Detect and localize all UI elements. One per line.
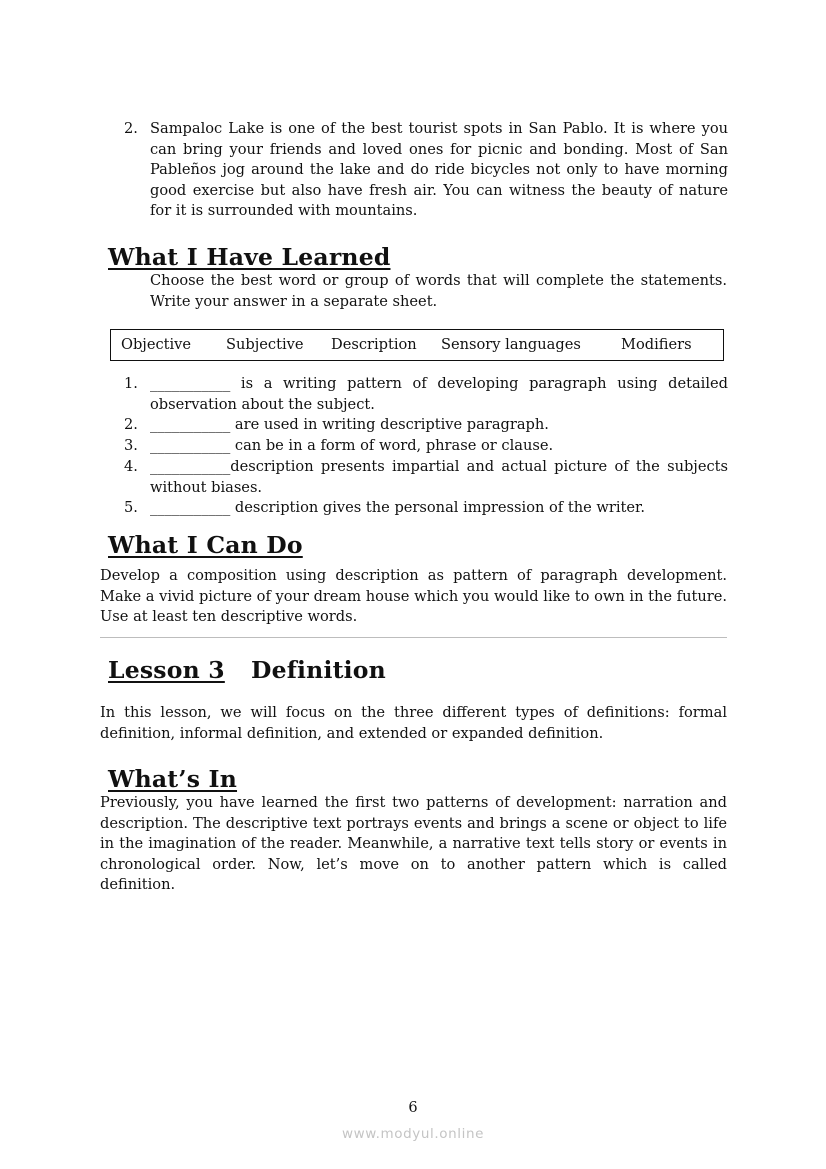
section-heading-what-i-can-do: What I Can Do xyxy=(108,531,303,559)
item-number: 3. xyxy=(124,437,138,454)
item-text: ___________ description gives the personal impression of the writer. xyxy=(150,499,646,516)
watermark: www.modyul.online xyxy=(341,1126,485,1142)
lesson-intro: In this lesson, we will focus on the three different types of definitions: formal definition, informal definition, and extended or expanded definition. xyxy=(100,704,727,742)
quiz-item xyxy=(124,498,728,519)
page-number: 6 xyxy=(408,1100,418,1116)
learned-instruction: Choose the best word or group of words that will complete the statements. Write your answer in a separate sheet. xyxy=(150,272,727,310)
word-bank-item: Description xyxy=(331,336,417,353)
word-bank-item: Objective xyxy=(121,336,192,353)
word-bank-item: Modifiers xyxy=(621,336,692,353)
quiz-item xyxy=(124,415,728,436)
section-heading-whats-in: What’s In xyxy=(108,765,238,793)
lesson-label: Lesson 3 xyxy=(108,656,225,684)
item-text: ___________ are used in writing descriptive paragraph. xyxy=(150,416,549,433)
section-divider xyxy=(100,637,727,638)
word-bank-item: Sensory languages xyxy=(441,336,581,353)
quiz-item xyxy=(124,436,728,457)
word-bank-box xyxy=(110,329,724,361)
item-number: 2. xyxy=(124,416,138,433)
item-number: 1. xyxy=(124,375,138,392)
intro-list-item xyxy=(124,119,728,222)
whats-in-text: Previously, you have learned the first two patterns of development: narration and description. The descriptive text portrays events and brings a scene or object to life in the imagination of the reader. Meanwhile, a narrative text tells story or events in chronological order. Now, let’s move on to another pattern which is called definition. xyxy=(100,794,727,894)
item-number: 5. xyxy=(124,499,138,516)
item-text: Sampaloc Lake is one of the best tourist spots in San Pablo. It is where you can bring your friends and loved ones for picnic and bonding. Most of San Pableños jog around the lake and do ride bicycles not only to have morning good exercise but also have fresh air. You can witness the beauty of nature for it is surrounded with mountains. xyxy=(150,120,728,220)
quiz-item xyxy=(124,374,728,415)
item-text: ___________ is a writing pattern of developing paragraph using detailed observation about the subject. xyxy=(150,375,728,413)
item-number: 2. xyxy=(124,120,138,137)
lesson-title: Definition xyxy=(251,656,386,684)
quiz-item xyxy=(124,457,728,498)
item-text: ___________ can be in a form of word, phrase or clause. xyxy=(150,437,554,454)
word-bank-item: Subjective xyxy=(226,336,304,353)
item-text: ___________description presents impartial and actual picture of the subjects without biases. xyxy=(150,458,728,496)
section-heading-what-i-have-learned: What I Have Learned xyxy=(108,243,391,271)
can-do-text: Develop a composition using description as pattern of paragraph development. Make a vivid picture of your dream house which you would like to own in the future. Use at least ten descriptive words. xyxy=(100,567,727,626)
item-number: 4. xyxy=(124,458,138,475)
